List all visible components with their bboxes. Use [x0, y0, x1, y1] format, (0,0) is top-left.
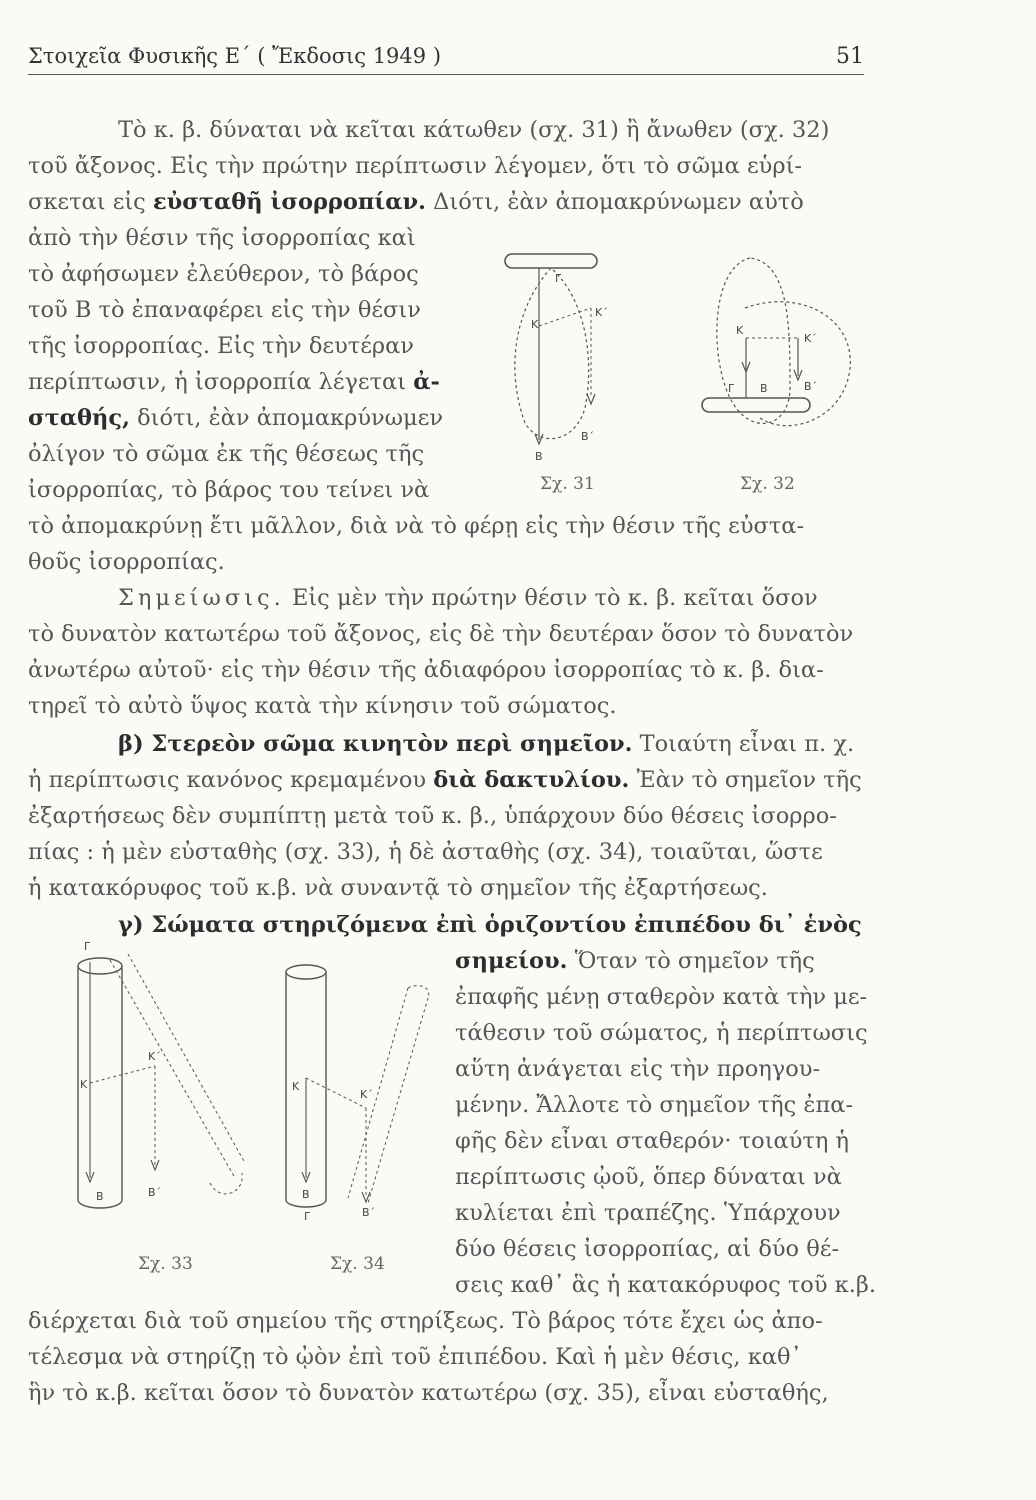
text-span: Εἰς μὲν τὴν πρώτην θέσιν τὸ κ. β. κεῖται ὅσον — [291, 585, 818, 611]
text-line: κυλίεται ἐπὶ τραπέζης. Ὑπάρχουν — [455, 1200, 841, 1226]
text-line: ἀπὸ τὴν θέσιν τῆς ἰσορροπίας καὶ — [28, 225, 416, 251]
text-line — [28, 371, 440, 394]
text-line — [118, 587, 818, 610]
text-line: τάθεσιν τοῦ σώματος, ἡ περίπτωσις — [455, 1020, 868, 1046]
figure-31 — [495, 248, 635, 468]
label-k: Κ — [292, 1080, 300, 1093]
axle-bar — [702, 398, 810, 412]
text-line: τὸ ἀφήσωμεν ἐλεύθερον, τὸ βάρος — [28, 261, 419, 287]
cylinder-top — [78, 958, 122, 974]
label-g: Γ — [304, 1210, 311, 1223]
dashed-line — [306, 1078, 366, 1108]
text-line: τοῦ Β τὸ ἐπαναφέρει εἰς τὴν θέσιν — [28, 297, 421, 323]
term-unstable-part: ἀ- — [413, 369, 440, 395]
text-line: σεις καθ᾽ ἃς ἡ κατακόρυφος τοῦ κ.β. — [455, 1272, 877, 1298]
label-k-prime: Κ΄ — [804, 332, 817, 345]
label-g: Γ — [728, 382, 735, 395]
text-line: τὸ ἀπομακρύνῃ ἔτι μᾶλλον, διὰ νὰ τὸ φέρῃ εἰς τὴν θέσιν τῆς εὐστα- — [28, 513, 805, 539]
text-line: μένην. Ἄλλοτε τὸ σημεῖον τῆς ἐπα- — [455, 1092, 854, 1118]
text-line: ὀλίγον τὸ σῶμα ἐκ τῆς θέσεως τῆς — [28, 441, 425, 467]
tilted-cylinder-edge — [128, 954, 245, 1163]
page-number: 51 — [836, 44, 864, 69]
label-b-prime: Β΄ — [804, 380, 818, 393]
text-span: διότι, ἐὰν ἀπομακρύνωμεν — [137, 405, 443, 431]
text-span: Ὅταν τὸ σημεῖον τῆς — [574, 948, 815, 974]
text-line: ἐξαρτήσεως δὲν συμπίπτῃ μετὰ τοῦ κ. β., ὑπάρχουν δύο θέσεις ἰσορρο- — [28, 803, 837, 829]
text-line: ἐπαφῆς μένῃ σταθερὸν κατὰ τὴν με- — [455, 984, 868, 1010]
label-b: Β — [96, 1190, 104, 1203]
section-heading-b: β) Στερεὸν σῶμα κινητὸν περὶ σημεῖον. — [118, 731, 633, 757]
text-line: τῆς ἰσορροπίας. Εἰς τὴν δευτέραν — [28, 333, 414, 359]
text-line — [455, 950, 815, 973]
text-span: Τοιαύτη εἶναι π. χ. — [639, 731, 855, 757]
label-k: Κ — [736, 324, 744, 337]
tilted-cylinder-edge — [110, 960, 235, 1178]
section-heading-c: γ) Σώματα στηριζόμενα ἐπὶ ὁριζοντίου ἐπιπέδου δι᾽ ἑνὸς — [118, 912, 862, 938]
figure-33 — [70, 938, 250, 1238]
tilted-cylinder-top — [408, 986, 429, 998]
label-g: Γ — [84, 940, 91, 953]
text-line: Τὸ κ. β. δύναται νὰ κεῖται κάτωθεν (σχ. 31) ἢ ἄνωθεν (σχ. 32) — [118, 117, 830, 143]
text-span: περίπτωσιν, ἡ ἰσορροπία λέγεται — [28, 369, 407, 395]
text-line: φῆς δὲν εἶναι σταθερόν· τοιαύτη ἡ — [455, 1128, 849, 1154]
label-k: Κ — [531, 318, 539, 331]
label-b: Β — [760, 382, 768, 395]
text-line: τὸ δυνατὸν κατωτέρω τοῦ ἄξονος, εἰς δὲ τὴν δευτέραν ὅσον τὸ δυνατὸν — [28, 621, 854, 647]
text-line: ἰσορροπίας, τὸ βάρος του τείνει νὰ — [28, 477, 430, 503]
text-line: ἡ κατακόρυφος τοῦ κ.β. νὰ συναντᾷ τὸ σημεῖον τῆς ἐξαρτήσεως. — [28, 875, 768, 901]
text-span: Ἐὰν τὸ σημεῖον τῆς — [636, 767, 862, 793]
label-k-prime: Κ΄ — [595, 306, 608, 319]
running-header — [28, 40, 864, 75]
text-line — [28, 407, 443, 430]
cylinder-bottom — [286, 1200, 326, 1207]
text-line — [28, 191, 804, 214]
text-line: ἀνωτέρω αὐτοῦ· εἰς τὴν θέσιν τῆς ἀδιαφόρου ἰσορροπίας τὸ κ. β. δια- — [28, 657, 824, 683]
label-b-prime: Β΄ — [148, 1186, 162, 1199]
text-line: πίας : ἡ μὲν εὐσταθὴς (σχ. 33), ἡ δὲ ἀσταθὴς (σχ. 34), τοιαῦται, ὥστε — [28, 839, 823, 865]
term-stable-equilibrium: εὐσταθῆ ἰσορροπίαν. — [152, 189, 427, 215]
note-label: Σημείωσις. — [118, 585, 285, 611]
caption-fig34: Σχ. 34 — [330, 1254, 385, 1274]
label-b: Β — [302, 1188, 310, 1201]
axle-bar — [505, 254, 597, 268]
tilted-cylinder-edge — [348, 988, 408, 1198]
text-line: διέρχεται διὰ τοῦ σημείου τῆς στηρίξεως. Τὸ βάρος τότε ἔχει ὡς ἀπο- — [28, 1308, 823, 1334]
tilted-cylinder-edge — [368, 998, 428, 1203]
text-span: ἡ περίπτωσις κανόνος κρεμαμένου — [28, 767, 427, 793]
text-line: ἣν τὸ κ.β. κεῖται ὅσον τὸ δυνατὸν κατωτέρω (σχ. 35), εἶναι εὐσταθής, — [28, 1380, 829, 1406]
arrow-head — [587, 394, 595, 404]
figure-34 — [270, 958, 450, 1238]
text-line: τηρεῖ τὸ αὐτὸ ὕψος κατὰ τὴν κίνησιν τοῦ σώματος. — [28, 693, 617, 719]
text-line — [118, 733, 854, 756]
text-line: τοῦ ἄξονος. Εἰς τὴν πρώτην περίπτωσιν λέγομεν, ὅτι τὸ σῶμα εὑρί- — [28, 153, 802, 179]
section-heading-c-cont: σημείου. — [455, 948, 568, 974]
text-line: θοῦς ἰσορροπίας. — [28, 549, 225, 575]
label-k-prime: Κ΄ — [148, 1050, 161, 1063]
text-line: τέλεσμα νὰ στηρίζῃ τὸ ᾠὸν ἐπὶ τοῦ ἐπιπέδου. Καὶ ἡ μὲν θέσις, καθ᾽ — [28, 1344, 802, 1370]
caption-fig31: Σχ. 31 — [540, 474, 595, 494]
label-k: Κ — [80, 1078, 88, 1091]
header-title: Στοιχεῖα Φυσικῆς Ε΄ ( Ἔκδοσις 1949 ) — [28, 44, 442, 68]
tilted-cylinder-end — [210, 1173, 242, 1194]
text-span: Διότι, ἐὰν ἀπομακρύνωμεν αὐτὸ — [433, 189, 804, 215]
caption-fig33: Σχ. 33 — [138, 1254, 193, 1274]
label-b-prime: Β΄ — [581, 430, 595, 443]
text-line: αὕτη ἀνάγεται εἰς τὴν προηγου- — [455, 1056, 821, 1082]
figure-32 — [680, 248, 860, 448]
label-b-prime: Β΄ — [362, 1206, 376, 1219]
label-k-prime: Κ΄ — [360, 1088, 373, 1101]
label-g: Γ — [555, 272, 562, 285]
text-line: δύο θέσεις ἰσορροπίας, αἱ δύο θέ- — [455, 1236, 840, 1262]
body-outline-dashed — [515, 268, 589, 439]
text-line: περίπτωσις ᾠοῦ, ὅπερ δύναται νὰ — [455, 1164, 842, 1190]
term-unstable-part: σταθής, — [28, 405, 130, 431]
cylinder-top — [286, 965, 326, 979]
label-b: Β — [535, 450, 543, 463]
text-line — [28, 769, 862, 792]
term-ring: διὰ δακτυλίου. — [433, 767, 630, 793]
text-span: σκεται εἰς — [28, 189, 146, 215]
caption-fig32: Σχ. 32 — [740, 474, 795, 494]
